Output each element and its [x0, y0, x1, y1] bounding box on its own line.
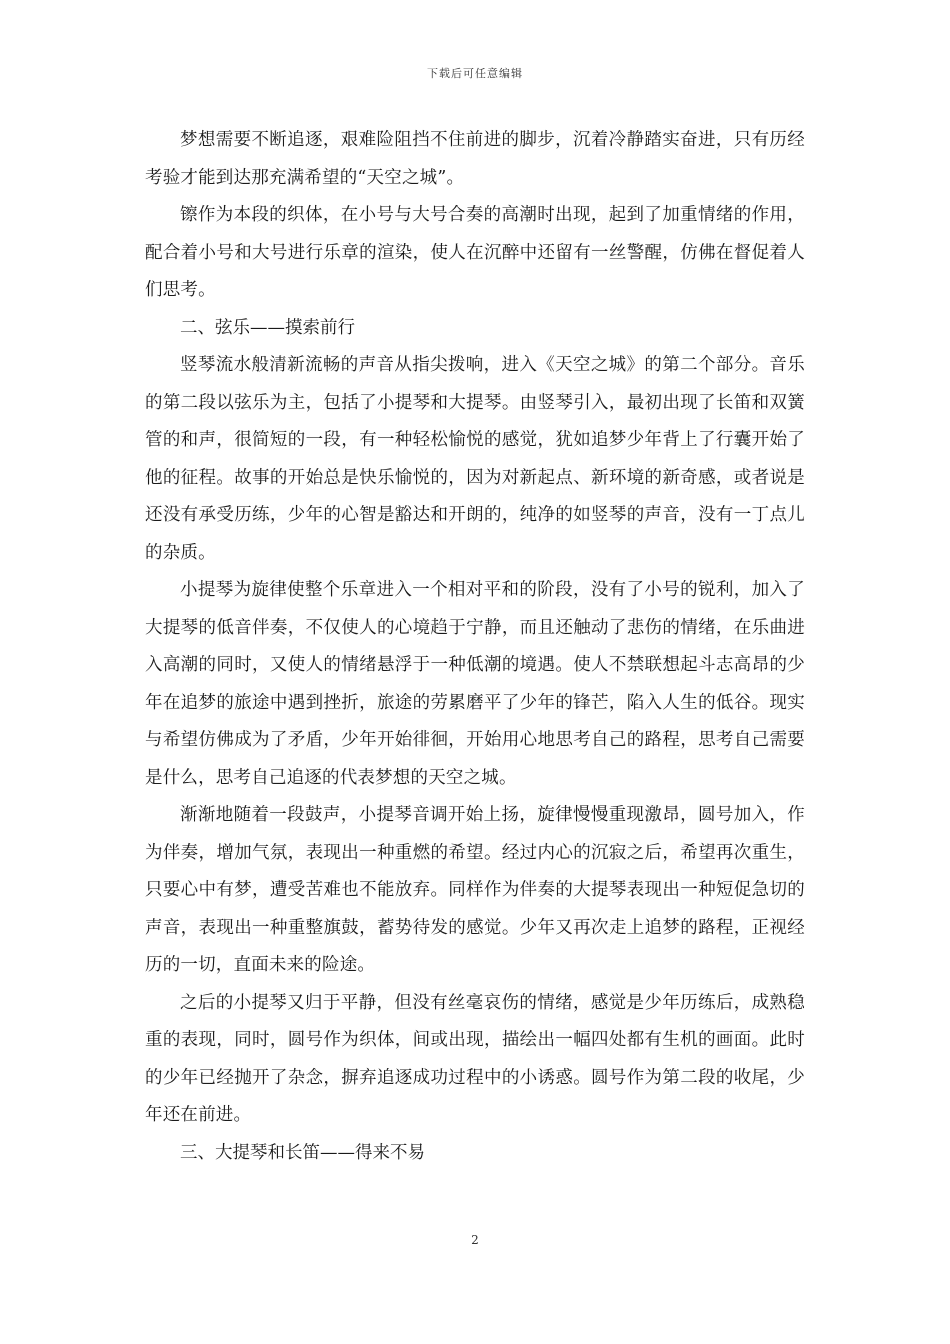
page-header: 下载后可任意编辑 — [427, 67, 523, 80]
paragraph-calm: 之后的小提琴又归于平静，但没有丝毫哀伤的情绪，感觉是少年历练后，成熟稳重的表现，同时，圆号作为织体，间或出现，描绘出一幅四处都有生机的画面。此时的少年已经抛开了杂念，摒弃追逐成功过程中的小诱惑。圆号作为第二段的收尾，少年还在前进。 — [145, 992, 805, 1125]
page-number: 2 — [471, 1233, 479, 1247]
paragraph-violin: 小提琴为旋律使整个乐章进入一个相对平和的阶段，没有了小号的锐利，加入了大提琴的低音伴奏，不仅使人的心境趋于宁静，而且还触动了悲伤的情绪，在乐曲进入高潮的同时，又使人的情绪悬浮于一种低潮的境遇。使人不禁联想起斗志高昂的少年在追梦的旅途中遇到挫折，旅途的劳累磨平了少年的锋芒，陷入人生的低谷。现实与希望仿佛成为了矛盾，少年开始徘徊，开始用心地思考自己的路程，思考自己需要是什么，思考自己追逐的代表梦想的天空之城。 — [145, 580, 805, 788]
section-heading-cello-flute: 三、大提琴和长笛——得来不易 — [180, 1142, 425, 1163]
section-heading-strings: 二、弦乐——摸索前行 — [180, 317, 355, 338]
paragraph-harp: 竖琴流水般清新流畅的声音从指尖拨响，进入《天空之城》的第二个部分。音乐的第二段以弦乐为主，包括了小提琴和大提琴。由竖琴引入，最初出现了长笛和双簧管的和声，很简短的一段，有一种轻松愉悦的感觉，犹如追梦少年背上了行囊开始了他的征程。故事的开始总是快乐愉悦的，因为对新起点、新环境的新奇感，或者说是还没有承受历练，少年的心智是豁达和开朗的，纯净的如竖琴的声音，没有一丁点儿的杂质。 — [145, 355, 805, 563]
paragraph-drum: 渐渐地随着一段鼓声，小提琴音调开始上扬，旋律慢慢重现激昂，圆号加入，作为伴奏，增加气氛，表现出一种重燃的希望。经过内心的沉寂之后，希望再次重生，只要心中有梦，遭受苦难也不能放弃。同样作为伴奏的大提琴表现出一种短促急切的声音，表现出一种重整旗鼓，蓄势待发的感觉。少年又再次走上追梦的路程，正视经历的一切，直面未来的险途。 — [145, 805, 805, 975]
document-body — [145, 122, 805, 1172]
paragraph-dream-chase: 梦想需要不断追逐，艰难险阻挡不住前进的脚步，沉着冷静踏实奋进，只有历经考验才能到达那充满希望的“天空之城”。 — [145, 130, 805, 188]
paragraph-cymbal: 镲作为本段的织体，在小号与大号合奏的高潮时出现，起到了加重情绪的作用，配合着小号和大号进行乐章的渲染，使人在沉醉中还留有一丝警醒，仿佛在督促着人们思考。 — [145, 205, 805, 300]
